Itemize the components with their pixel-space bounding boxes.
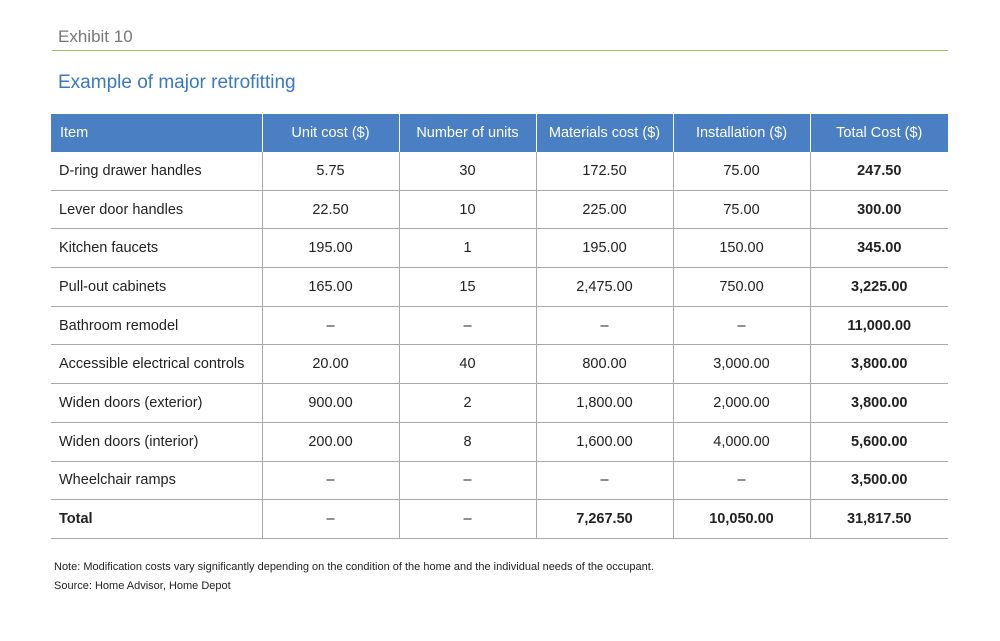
cell-unit-cost: – xyxy=(262,461,399,500)
cell-materials-cost: 225.00 xyxy=(536,190,673,229)
table-row xyxy=(51,384,948,423)
header-unit-cost: Unit cost ($) xyxy=(262,114,399,152)
cell-unit-cost: – xyxy=(262,306,399,345)
retrofit-cost-table xyxy=(51,114,948,539)
cell-installation: 750.00 xyxy=(673,268,810,307)
table-total-row xyxy=(51,500,948,539)
cell-materials-cost: 800.00 xyxy=(536,345,673,384)
cell-item: Wheelchair ramps xyxy=(51,461,262,500)
cell-total-cost: 300.00 xyxy=(810,190,948,229)
cell-unit-cost: 5.75 xyxy=(262,152,399,190)
table-row xyxy=(51,306,948,345)
cell-materials-cost: 1,800.00 xyxy=(536,384,673,423)
cell-number-of-units: 1 xyxy=(399,229,536,268)
cell-unit-cost: 22.50 xyxy=(262,190,399,229)
cell-installation: – xyxy=(673,306,810,345)
cell-number-of-units: – xyxy=(399,461,536,500)
cell-total-cost: 11,000.00 xyxy=(810,306,948,345)
cell-materials-cost: 195.00 xyxy=(536,229,673,268)
header-item: Item xyxy=(51,114,262,152)
cell-installation: 75.00 xyxy=(673,152,810,190)
exhibit-label: Exhibit 10 xyxy=(58,27,133,46)
cell-item: Bathroom remodel xyxy=(51,306,262,345)
total-cost-sum: 31,817.50 xyxy=(810,500,948,539)
divider-rule xyxy=(52,50,948,51)
total-unit-cost: – xyxy=(262,500,399,539)
total-number-of-units: – xyxy=(399,500,536,539)
cell-number-of-units: 2 xyxy=(399,384,536,423)
header-total-cost: Total Cost ($) xyxy=(810,114,948,152)
table-row xyxy=(51,190,948,229)
cell-total-cost: 5,600.00 xyxy=(810,422,948,461)
cell-total-cost: 3,500.00 xyxy=(810,461,948,500)
cell-item: Pull-out cabinets xyxy=(51,268,262,307)
cell-installation: 75.00 xyxy=(673,190,810,229)
cell-materials-cost: 1,600.00 xyxy=(536,422,673,461)
cell-installation: 4,000.00 xyxy=(673,422,810,461)
cell-item: Lever door handles xyxy=(51,190,262,229)
cell-materials-cost: 172.50 xyxy=(536,152,673,190)
cell-installation: 150.00 xyxy=(673,229,810,268)
cell-item: D-ring drawer handles xyxy=(51,152,262,190)
cell-number-of-units: 10 xyxy=(399,190,536,229)
header-materials-cost: Materials cost ($) xyxy=(536,114,673,152)
table-row xyxy=(51,268,948,307)
cell-installation: – xyxy=(673,461,810,500)
table-row xyxy=(51,229,948,268)
cell-materials-cost: – xyxy=(536,461,673,500)
cell-number-of-units: 40 xyxy=(399,345,536,384)
cell-installation: 2,000.00 xyxy=(673,384,810,423)
cell-number-of-units: – xyxy=(399,306,536,345)
cell-item: Widen doors (interior) xyxy=(51,422,262,461)
total-installation: 10,050.00 xyxy=(673,500,810,539)
table-row xyxy=(51,422,948,461)
cell-unit-cost: 165.00 xyxy=(262,268,399,307)
cell-unit-cost: 195.00 xyxy=(262,229,399,268)
header-installation: Installation ($) xyxy=(673,114,810,152)
cell-unit-cost: 200.00 xyxy=(262,422,399,461)
cell-total-cost: 345.00 xyxy=(810,229,948,268)
header-number-of-units: Number of units xyxy=(399,114,536,152)
cell-materials-cost: – xyxy=(536,306,673,345)
cell-item: Widen doors (exterior) xyxy=(51,384,262,423)
table-header-row xyxy=(51,114,948,152)
cell-unit-cost: 900.00 xyxy=(262,384,399,423)
cell-unit-cost: 20.00 xyxy=(262,345,399,384)
table-row xyxy=(51,461,948,500)
cell-item: Accessible electrical controls xyxy=(51,345,262,384)
total-label: Total xyxy=(51,500,262,539)
cell-installation: 3,000.00 xyxy=(673,345,810,384)
cell-total-cost: 3,225.00 xyxy=(810,268,948,307)
table-note: Note: Modification costs vary significantly depending on the condition of the home and the individual needs of the occupant. xyxy=(54,561,654,573)
cell-materials-cost: 2,475.00 xyxy=(536,268,673,307)
table-row xyxy=(51,152,948,190)
cell-number-of-units: 8 xyxy=(399,422,536,461)
cell-number-of-units: 15 xyxy=(399,268,536,307)
cell-total-cost: 3,800.00 xyxy=(810,345,948,384)
page-title: Example of major retrofitting xyxy=(58,72,296,93)
table-source: Source: Home Advisor, Home Depot xyxy=(54,580,231,592)
cell-item: Kitchen faucets xyxy=(51,229,262,268)
table-row xyxy=(51,345,948,384)
cell-total-cost: 247.50 xyxy=(810,152,948,190)
cell-total-cost: 3,800.00 xyxy=(810,384,948,423)
cell-number-of-units: 30 xyxy=(399,152,536,190)
total-materials-cost: 7,267.50 xyxy=(536,500,673,539)
